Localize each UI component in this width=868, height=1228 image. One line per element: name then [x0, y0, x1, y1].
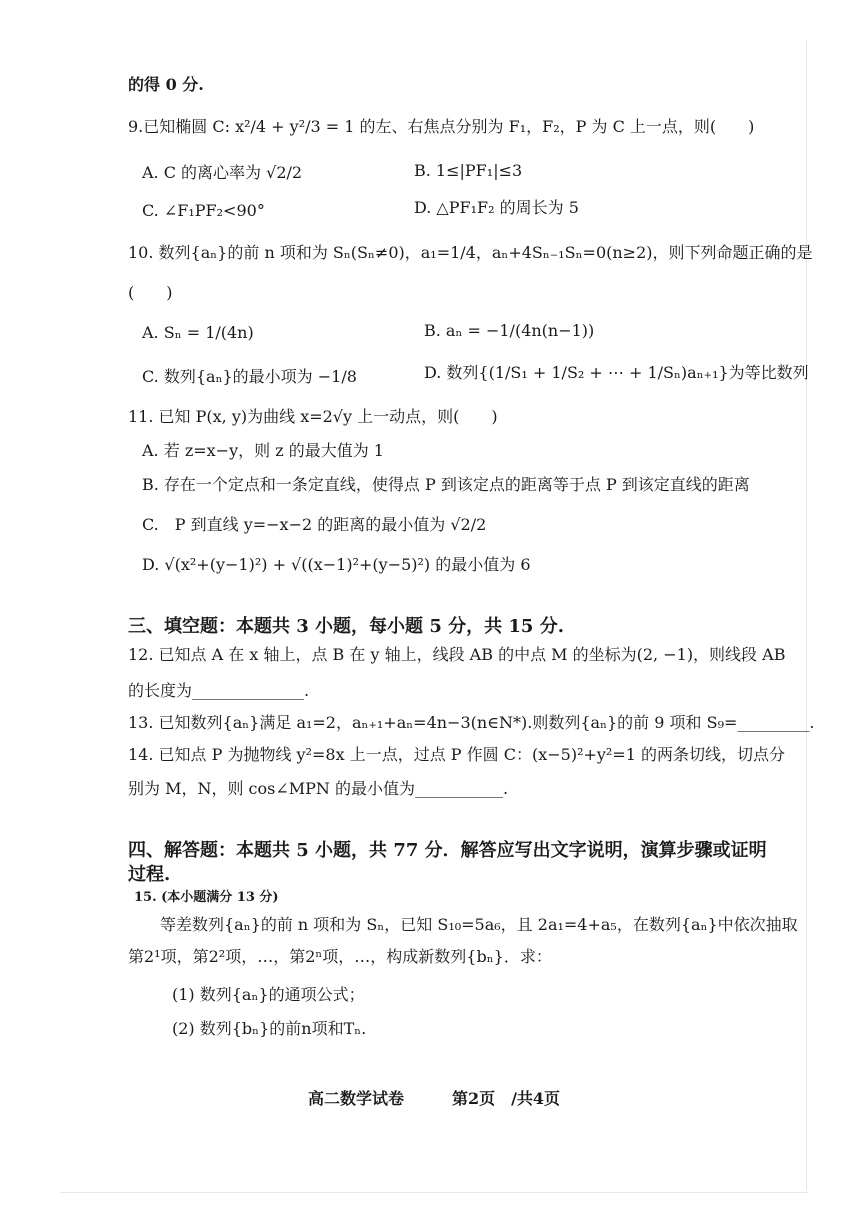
question-15-body-2: 第2¹项，第2²项，…，第2ⁿ项，…，构成新数列{bₙ}．求：: [128, 947, 552, 966]
question-10: 10. 数列{aₙ}的前 n 项和为 Sₙ(Sₙ≠0)，a₁=1/4，aₙ+4Sₙ₋₁Sₙ=0(n≥2)，则下列命题正确的是: [128, 243, 813, 262]
question-15-body-1: 等差数列{aₙ}的前 n 项和为 Sₙ，已知 S₁₀=5a₆，且 2a₁=4+a₅，在数列{aₙ}中依次抽取: [160, 915, 798, 934]
section-3-heading: 三、填空题：本题共 3 小题，每小题 5 分，共 15 分.: [128, 616, 564, 637]
q10-option-b: B. aₙ = −1/(4n(n−1)): [424, 321, 595, 340]
q10-option-a: A. Sₙ = 1/(4n): [142, 323, 254, 342]
question-13: 13. 已知数列{aₙ}满足 a₁=2，aₙ₊₁+aₙ=4n−3(n∈N*).则数列{aₙ}的前 9 项和 S₉=_________.: [128, 713, 815, 732]
page-footer: 高二数学试卷 第2页 /共4页: [307, 1089, 561, 1108]
question-9: 9.已知椭圆 C: x²/4 + y²/3 = 1 的左、右焦点分别为 F₁，F₂，P 为 C 上一点，则( ): [128, 117, 755, 136]
question-12-blank: 的长度为______________.: [128, 681, 310, 700]
q11-option-d: D. √(x²+(y−1)²) + √((x−1)²+(y−5)²) 的最小值为 6: [142, 555, 531, 574]
question-12: 12. 已知点 A 在 x 轴上，点 B 在 y 轴上，线段 AB 的中点 M 的坐标为(2, −1)，则线段 AB: [128, 645, 786, 664]
question-11: 11. 已知 P(x, y)为曲线 x=2√y 上一动点，则( ): [128, 407, 498, 426]
question-15-part-1: (1) 数列{aₙ}的通项公式；: [172, 985, 365, 1004]
q11-option-a: A. 若 z=x−y，则 z 的最大值为 1: [142, 441, 384, 460]
question-14-blank: 别为 M，N，则 cos∠MPN 的最小值为___________.: [128, 779, 509, 798]
q10-paren: ( ): [128, 283, 173, 302]
question-15-part-2: (2) 数列{bₙ}的前n项和Tₙ.: [172, 1019, 367, 1038]
q10-option-c: C. 数列{aₙ}的最小项为 −1/8: [142, 367, 357, 386]
q9-option-d: D. △PF₁F₂ 的周长为 5: [414, 198, 579, 217]
question-14: 14. 已知点 P 为抛物线 y²=8x 上一点，过点 P 作圆 C：(x−5)²+y²=1 的两条切线，切点分: [128, 745, 786, 764]
q9-option-a: A. C 的离心率为 √2/2: [142, 163, 303, 182]
q11-option-c: C. P 到直线 y=−x−2 的距离的最小值为 √2/2: [142, 515, 487, 534]
section-4-heading: 四、解答题：本题共 5 小题，共 77 分．解答应写出文字说明，演算步骤或证明: [128, 840, 767, 861]
section-4-heading-cont: 过程.: [128, 864, 171, 885]
prev-question-tail: 的得 0 分.: [128, 75, 204, 94]
page-edge-right: [806, 40, 807, 1190]
page-edge-bottom: [60, 1192, 808, 1193]
question-15-header: 15. (本小题满分 13 分): [134, 890, 279, 905]
q9-option-b: B. 1≤|PF₁|≤3: [414, 161, 523, 180]
q11-option-b: B. 存在一个定点和一条定直线，使得点 P 到该定点的距离等于点 P 到该定直线的距离: [142, 475, 750, 494]
q9-option-c: C. ∠F₁PF₂<90°: [142, 201, 265, 220]
q10-option-d: D. 数列{(1/S₁ + 1/S₂ + ⋯ + 1/Sₙ)aₙ₊₁}为等比数列: [424, 363, 809, 382]
